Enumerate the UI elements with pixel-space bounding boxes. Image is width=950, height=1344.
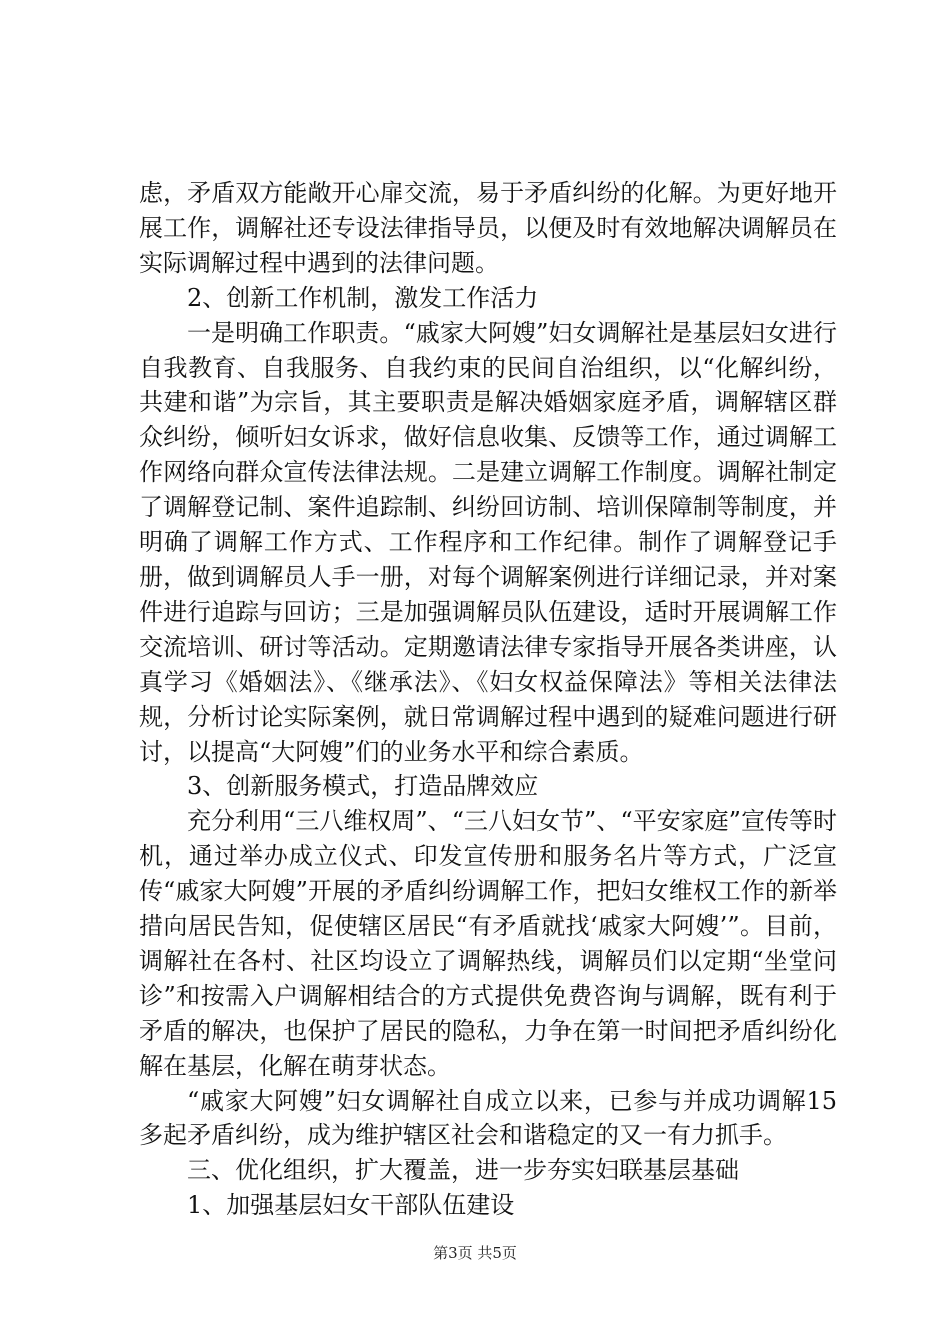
section-heading-mechanism: 2、创新工作机制，激发工作活力 — [187, 283, 539, 312]
document-body — [139, 176, 837, 1223]
paragraph-duties: 一是明确工作职责。“戚家大阿嫂”妇女调解社是基层妇女进行自我教育、自我服务、自我约束的民间自治组织，以“化解纠纷，共建和谐”为宗旨，其主要职责是解决婚姻家庭矛盾，调解辖区群众纠纷，倾听妇女诉求，做好信息收集、反馈等工作，通过调解工作网络向群众宣传法律法规。二是建立调解工作制度。调解社制定了调解登记制、案件追踪制、纠纷回访制、培训保障制等制度，并明确了调解工作方式、工作程序和工作纪律。制作了调解登记手册，做到调解员人手一册，对每个调解案例进行详细记录，并对案件进行追踪与回访；三是加强调解员队伍建设，适时开展调解工作交流培训、研讨等活动。定期邀请法律专家指导开展各类讲座，认真学习《婚姻法》、《继承法》、《妇女权益保障法》等相关法律法规，分析讨论实际案例，就日常调解过程中遇到的疑难问题进行研讨，以提高“大阿嫂”们的业务水平和综合素质。 — [139, 318, 837, 766]
paragraph-results: “戚家大阿嫂”妇女调解社自成立以来，已参与并成功调解15多起矛盾纠纷，成为维护辖区社会和谐稳定的又一有力抓手。 — [139, 1086, 837, 1150]
section-heading-cadres: 1、加强基层妇女干部队伍建设 — [187, 1191, 515, 1220]
page-number-footer: 第3页 共5页 — [433, 1244, 517, 1262]
paragraph-continued: 虑，矛盾双方能敞开心扉交流，易于矛盾纠纷的化解。为更好地开展工作，调解社还专设法律指导员，以便及时有效地解决调解员在实际调解过程中遇到的法律问题。 — [139, 179, 837, 277]
section-heading-organization: 三、优化组织，扩大覆盖，进一步夯实妇联基层基础 — [187, 1156, 739, 1185]
section-heading-service: 3、创新服务模式，打造品牌效应 — [187, 772, 539, 801]
paragraph-publicity: 充分利用“三八维权周”、“三八妇女节”、“平安家庭”宣传等时机，通过举办成立仪式、印发宣传册和服务名片等方式，广泛宣传“戚家大阿嫂”开展的矛盾纠纷调解工作，把妇女维权工作的新举措向居民告知，促使辖区居民“有矛盾就找‘戚家大阿嫂’”。目前，调解社在各村、社区均设立了调解热线，调解员们以定期“坐堂问诊”和按需入户调解相结合的方式提供免费咨询与调解，既有利于矛盾的解决，也保护了居民的隐私，力争在第一时间把矛盾纠纷化解在基层，化解在萌芽状态。 — [139, 807, 837, 1080]
